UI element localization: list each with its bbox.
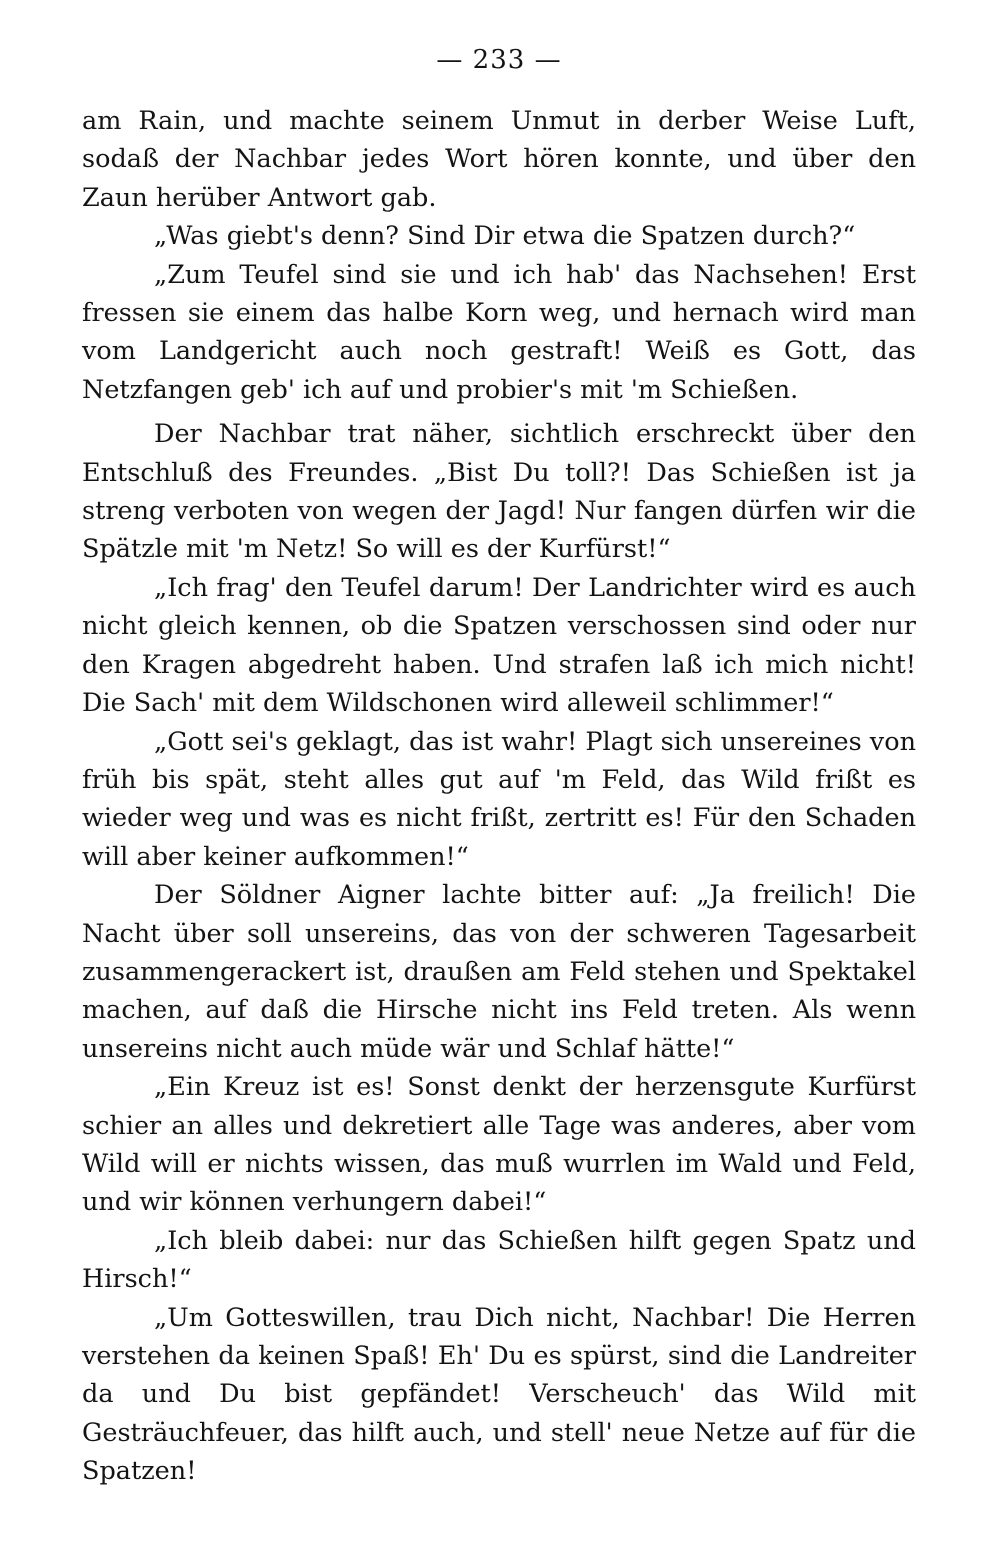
- page-number: — 233 —: [436, 45, 562, 75]
- paragraph-1: am Rain, und machte seinem Unmut in derber Weise Luft, sodaß der Nachbar jedes Wort hören konnte, und über den Zaun herüber Antwort gab.: [82, 106, 916, 213]
- paragraph-6: „Gott sei's geklagt, das ist wahr! Plagt sich unsereines von früh bis spät, steht alles gut auf 'm Feld, das Wild frißt es wieder weg und was es nicht frißt, zertritt es! Für den Schaden will aber keiner aufkommen!“: [82, 726, 916, 872]
- paragraph-4: Der Nachbar trat näher, sichtlich erschreckt über den Entschluß des Freundes. „Bist Du toll?! Das Schießen ist ja streng verboten von wegen der Jagd! Nur fangen dürfen wir die Spätzle mit 'm Netz! So will es der Kurfürst!“: [82, 419, 916, 565]
- paragraph-2: „Was giebt's denn? Sind Dir etwa die Spatzen durch?“: [154, 221, 856, 252]
- body-text: [82, 102, 916, 1491]
- paragraph-8: „Ein Kreuz ist es! Sonst denkt der herzensgute Kurfürst schier an alles und dekretiert alle Tage was anderes, aber vom Wild will er nichts wissen, das muß wurrlen im Wald und Feld, und wir können verhungern dabei!“: [82, 1072, 916, 1218]
- paragraph-9: „Ich bleib dabei: nur das Schießen hilft gegen Spatz und Hirsch!“: [82, 1225, 916, 1295]
- book-page: [82, 40, 916, 1520]
- paragraph-10: „Um Gotteswillen, trau Dich nicht, Nachbar! Die Herren verstehen da keinen Spaß! Eh' Du es spürst, sind die Landreiter da und Du bist gepfändet! Verscheuch' das Wild mit Gesträuchfeuer, das hilft auch, und stell' neue Netze auf für die Spatzen!: [82, 1302, 916, 1487]
- paragraph-7: Der Söldner Aigner lachte bitter auf: „Ja freilich! Die Nacht über soll unsereins, das von der schweren Tagesarbeit zusammengerackert ist, draußen am Feld stehen und Spektakel machen, auf daß die Hirsche nicht ins Feld treten. Als wenn unsereins nicht auch müde wär und Schlaf hätte!“: [82, 880, 916, 1064]
- paragraph-3: „Zum Teufel sind sie und ich hab' das Nachsehen! Erst fressen sie einem das halbe Korn weg, und hernach wird man vom Landgericht auch noch gestraft! Weiß es Gott, das Netzfangen geb' ich auf und probier's mit 'm Schießen.: [82, 259, 916, 405]
- paragraph-5: „Ich frag' den Teufel darum! Der Landrichter wird es auch nicht gleich kennen, ob die Spatzen verschossen sind oder nur den Kragen abgedreht haben. Und strafen laß ich mich nicht! Die Sach' mit dem Wildschonen wird alleweil schlimmer!“: [82, 572, 916, 719]
